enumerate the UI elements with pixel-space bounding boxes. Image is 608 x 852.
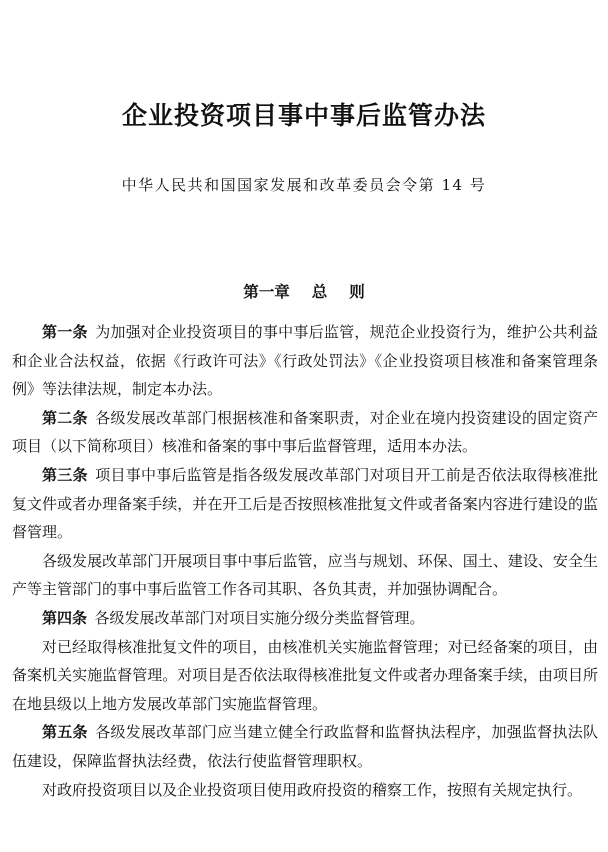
paragraph-article-1: [12, 318, 598, 404]
paragraph-article-3: [12, 461, 598, 547]
chapter-number: 第一章: [243, 283, 290, 301]
paragraph-text: 对已经取得核准批复文件的项目，由核准机关实施监督管理；对已经备案的项目，由备案机关实施监督管理。对项目是否依法取得核准批复文件或者办理备案手续，由项目所在地县级以上地方发展改革部门实施监督管理。: [12, 637, 598, 713]
paragraph-text: 为加强对企业投资项目的事中事后监管，规范企业投资行为，维护公共利益和企业合法权益，依据《行政许可法》《行政处罚法》《企业投资项目核准和备案管理条例》等法律法规，制定本办法。: [12, 323, 598, 399]
paragraph-text: 各级发展改革部门应当建立健全行政监督和监督执法程序，加强监督执法队伍建设，保障监督执法经费，依法行使监督管理职权。: [12, 723, 598, 770]
article-label: 第二条: [42, 408, 88, 427]
paragraph-article-5: [12, 718, 598, 775]
paragraph-article-4-cont: [12, 633, 598, 719]
article-label: 第四条: [42, 608, 88, 627]
paragraph-text: 各级发展改革部门对项目实施分级分类监督管理。: [94, 608, 425, 627]
paragraph-article-4: [12, 604, 598, 633]
document-title: 企业投资项目事中事后监管办法: [121, 101, 486, 130]
paragraph-text: 项目事中事后监管是指各级发展改革部门对项目开工前是否依法取得核准批复文件或者办理备案手续，并在开工后是否按照核准批复文件或者备案内容进行建设的监督管理。: [12, 465, 598, 542]
paragraph-article-5-cont: [12, 776, 598, 805]
paragraph-article-2: [12, 404, 598, 461]
chapter-heading: [0, 280, 608, 302]
chapter-name-part1: 总: [311, 283, 328, 301]
chapter-name-part2: 则: [349, 283, 365, 301]
paragraph-text: 对政府投资项目以及企业投资项目使用政府投资的稽察工作，按照有关规定执行。: [42, 780, 583, 799]
paragraph-text: 各级发展改革部门开展项目事中事后监管，应当与规划、环保、国土、建设、安全生产等主管部门的事中事后监管工作各司其职、各负其责，并加强协调配合。: [12, 551, 598, 599]
article-label: 第五条: [42, 723, 88, 742]
document-body: [12, 318, 598, 804]
article-label: 第三条: [42, 465, 88, 484]
article-label: 第一条: [42, 323, 88, 341]
paragraph-text: 各级发展改革部门根据核准和备案职责，对企业在境内投资建设的固定资产项目（以下简称项目）核准和备案的事中事后监督管理，适用本办法。: [12, 408, 598, 456]
paragraph-article-3-cont: [12, 547, 598, 604]
document-subtitle: 中华人民共和国国家发展和改革委员会令第 14 号: [121, 176, 487, 194]
